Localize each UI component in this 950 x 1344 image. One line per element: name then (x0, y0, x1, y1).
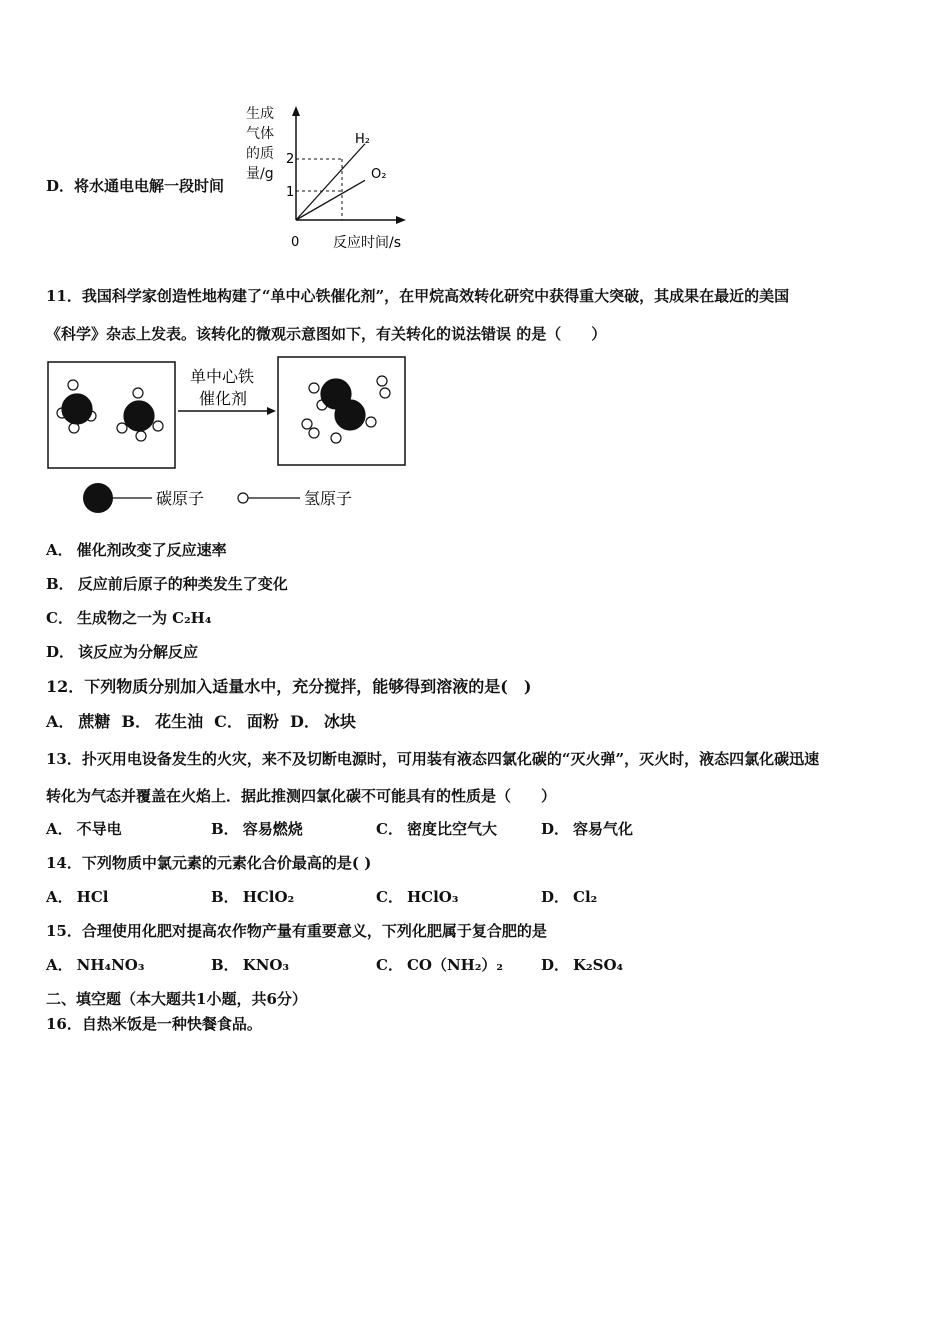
methane-molecule-2 (117, 388, 163, 441)
chart-series-h2-line (296, 144, 365, 220)
chart-ytick-1: 1 (286, 185, 295, 200)
q14-option-a[interactable]: A． HCl (46, 888, 109, 906)
q11-option-b[interactable]: B． 反应前后原子的种类发生了变化 (46, 575, 288, 593)
methane-molecule-1 (57, 380, 96, 433)
q12-option-d[interactable]: D． 冰块 (290, 712, 356, 731)
chart-xlabel: 反应时间/s (333, 235, 402, 251)
q13-option-d[interactable]: D． 容易气化 (541, 820, 634, 838)
q15-stem: 15．合理使用化肥对提高农作物产量有重要意义，下列化肥属于复合肥的是 (46, 922, 547, 940)
q14-option-d[interactable]: D． Cl₂ (541, 888, 598, 906)
section-2-heading: 二、填空题（本大题共1小题，共6分） (46, 990, 307, 1008)
q14-option-c[interactable]: C． HClO₃ (376, 888, 459, 906)
chart-ytick-2: 2 (286, 152, 295, 167)
hydrogen-molecule-1 (377, 376, 390, 398)
catalyst-label-2: 催化剂 (199, 389, 248, 408)
q12-option-b[interactable]: B． 花生油 (121, 712, 204, 731)
q13-option-b[interactable]: B． 容易燃烧 (211, 820, 303, 838)
q12-options (46, 712, 356, 732)
q12-stem: 12．下列物质分别加入适量水中，充分搅拌，能够得到溶液的是( ) (46, 677, 532, 696)
chart-ylabel-line-1: 生成 (246, 106, 274, 122)
q13-option-a[interactable]: A． 不导电 (46, 820, 122, 838)
q10-option-d: D．将水通电电解一段时间 (46, 177, 225, 195)
reaction-arrow-head (267, 407, 276, 415)
q11-stem-line-1: 11．我国科学家创造性地构建了“单中心铁催化剂”，在甲烷高效转化研究中获得重大突破，其成果在最近的美国 (46, 287, 790, 305)
catalyst-label-1: 单中心铁 (190, 367, 255, 386)
methane-reaction-diagram (44, 354, 414, 519)
chart-ylabel-line-2: 气体 (246, 126, 274, 142)
legend-carbon-label: 碳原子 (156, 489, 205, 508)
q15-option-d[interactable]: D． K₂SO₄ (541, 956, 624, 974)
chart-ylabel-line-4: 量/g (246, 166, 274, 182)
chart-origin-label: 0 (291, 235, 300, 250)
q15-option-b[interactable]: B． KNO₃ (211, 956, 290, 974)
q11-option-d[interactable]: D． 该反应为分解反应 (46, 643, 199, 661)
q14-option-b[interactable]: B． HClO₂ (211, 888, 295, 906)
gas-mass-chart (238, 98, 428, 258)
chart-legend-o2: O₂ (371, 167, 387, 182)
legend-carbon-icon (83, 483, 113, 513)
chart-series-o2-line (296, 180, 365, 220)
q13-option-c[interactable]: C． 密度比空气大 (376, 820, 497, 838)
q16-stem: 16．自热米饭是一种快餐食品。 (46, 1015, 262, 1033)
chart-legend-h2: H₂ (355, 132, 370, 147)
q13-stem-line-2: 转化为气态并覆盖在火焰上．据此推测四氯化碳不可能具有的性质是（ ） (46, 787, 557, 805)
q15-option-c[interactable]: C． CO（NH₂）₂ (376, 956, 503, 974)
q11-stem-line-2: 《科学》杂志上发表。该转化的微观示意图如下，有关转化的说法错误 的是（ ） (46, 325, 607, 343)
q11-option-a[interactable]: A． 催化剂改变了反应速率 (46, 541, 227, 559)
q14-stem: 14．下列物质中氯元素的元素化合价最高的是( ) (46, 854, 372, 872)
q15-option-a[interactable]: A． NH₄NO₃ (46, 956, 145, 974)
q13-stem-line-1: 13．扑灭用电设备发生的火灾，来不及切断电源时，可用装有液态四氯化碳的“灭火弹”，灭火时，液态四氯化碳迅速 (46, 750, 820, 768)
legend-hydrogen-icon (238, 493, 248, 503)
q11-option-c[interactable]: C． 生成物之一为 C₂H₄ (46, 609, 212, 627)
q12-option-a[interactable]: A． 蔗糖 (46, 712, 111, 731)
chart-x-axis-arrow (396, 216, 406, 224)
chart-ylabel-line-3: 的质 (246, 146, 274, 162)
chart-y-axis-arrow (292, 106, 300, 116)
legend-hydrogen-label: 氢原子 (304, 489, 353, 508)
q12-option-c[interactable]: C． 面粉 (214, 712, 279, 731)
hydrogen-molecule-2 (302, 419, 319, 438)
